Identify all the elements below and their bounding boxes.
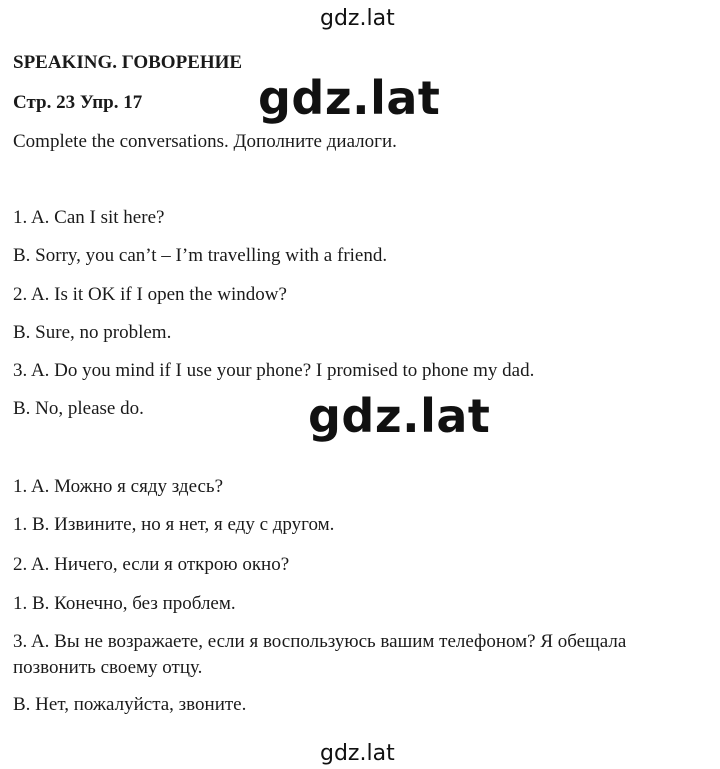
russian-line: 1. B. Конечно, без проблем. — [13, 593, 236, 614]
english-line: B. Sorry, you can’t – I’m travelling with a friend. — [13, 245, 388, 266]
russian-line: 2. A. Ничего, если я открою окно? — [13, 554, 290, 575]
watermark-middle-1: gdz.lat — [258, 71, 441, 125]
russian-line: 3. A. Вы не возражаете, если я воспользуюсь вашим телефоном? Я обещала позвонить своему отцу. — [13, 631, 627, 678]
english-line: 2. A. Is it OK if I open the window? — [13, 284, 287, 305]
russian-line: B. Нет, пожалуйста, звоните. — [13, 694, 247, 715]
watermark-middle-2: gdz.lat — [308, 389, 491, 443]
english-line: B. Sure, no problem. — [13, 322, 172, 343]
watermark-top: gdz.lat — [320, 6, 395, 31]
english-line: 3. A. Do you mind if I use your phone? I promised to phone my dad. — [13, 360, 535, 381]
english-line: 1. A. Can I sit here? — [13, 207, 165, 228]
english-line: B. No, please do. — [13, 398, 144, 419]
russian-line: 1. B. Извините, но я нет, я еду с другом. — [13, 514, 335, 535]
russian-line: 1. A. Можно я сяду здесь? — [13, 476, 224, 497]
watermark-bottom: gdz.lat — [320, 741, 395, 766]
exercise-reference: Стр. 23 Упр. 17 — [13, 92, 143, 113]
section-heading: SPEAKING. ГОВОРЕНИЕ — [13, 52, 243, 73]
instruction-text: Complete the conversations. Дополните диалоги. — [13, 131, 397, 152]
